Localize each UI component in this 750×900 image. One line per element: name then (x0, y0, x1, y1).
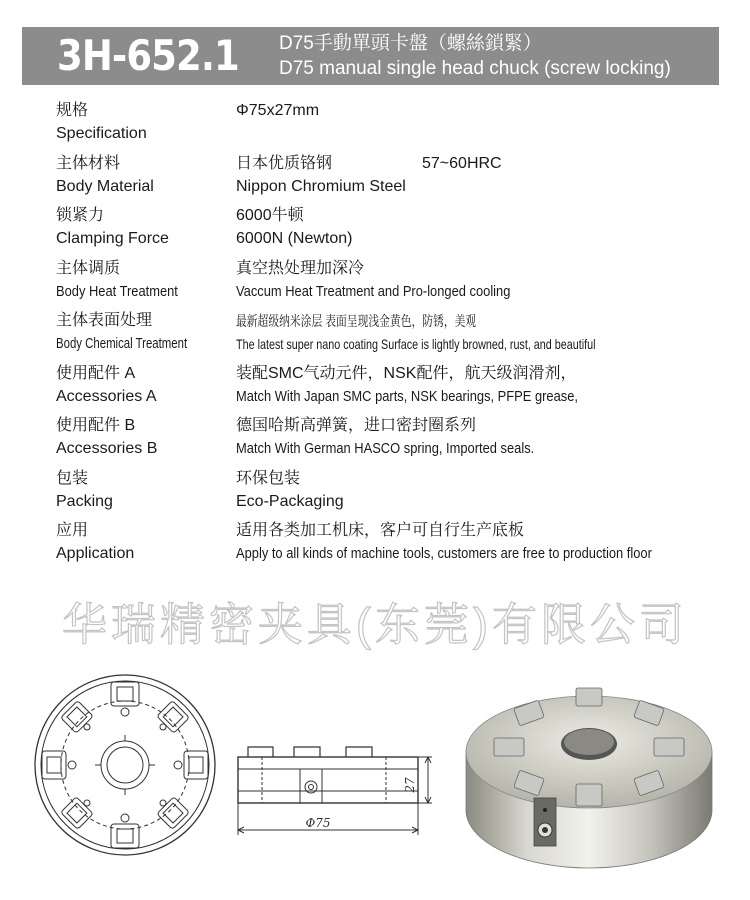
spec-label-en: Specification (56, 125, 147, 142)
spec-label-cn: 使用配件 B (56, 417, 136, 434)
spec-value-en: The latest super nano coating Surface is lightly browned, rust, and beautiful (236, 336, 596, 352)
spec-label-en: Body Chemical Treatment (56, 335, 188, 352)
spec-value-en: Apply to all kinds of machine tools, customers are free to production floor (236, 545, 652, 562)
spec-row-application (56, 520, 736, 573)
specification-table (56, 100, 736, 573)
spec-label-cn: 应用 (56, 522, 89, 539)
company-watermark: 华瑞精密夹具(东莞)有限公司 (62, 599, 688, 650)
spec-label-cn: 主体调质 (56, 259, 121, 277)
spec-label-en: Accessories B (56, 440, 158, 457)
spec-row-specification (56, 100, 736, 153)
spec-label-cn: 主体表面处理 (56, 312, 153, 329)
spec-value: Φ75x27mm (236, 102, 320, 119)
product-title-chinese: D75手動單頭卡盤（螺絲鎖緊） (279, 33, 542, 54)
spec-value-en: Vaccum Heat Treatment and Pro-longed cooling (236, 282, 511, 300)
spec-value-en: Match With Japan SMC parts, NSK bearings, PFPE grease, (236, 387, 578, 405)
model-number: 3H-652.1 (57, 31, 239, 80)
spec-value-en: 6000N (Newton) (236, 230, 353, 247)
spec-label-cn: 包装 (56, 469, 89, 487)
height-dimension-label: 27 (403, 777, 417, 793)
spec-value-cn: 最新超级纳米涂层 表面呈现浅金黄色，防锈，美观 (236, 313, 477, 329)
spec-label-cn: 锁紧力 (56, 207, 105, 224)
spec-row-clamping-force (56, 205, 736, 258)
spec-label-en: Body Heat Treatment (56, 282, 178, 300)
spec-value-cn: 日本优质铬钢 (236, 154, 333, 172)
spec-row-chemical-treatment (56, 310, 736, 363)
product-title-english: D75 manual single head chuck (screw locking) (279, 58, 671, 79)
spec-value-cn: 适用各类加工机床，客户可自行生产底板 (236, 522, 525, 539)
spec-row-packing (56, 468, 736, 521)
spec-label-en: Body Material (56, 177, 154, 195)
spec-label-en: Application (56, 545, 135, 562)
chuck-3d-render (458, 680, 720, 880)
spec-label-cn: 使用配件 A (56, 364, 136, 382)
spec-row-accessories-a (56, 363, 736, 416)
spec-row-heat-treatment (56, 258, 736, 311)
spec-value-cn: 6000牛顿 (236, 207, 304, 224)
spec-label-en: Packing (56, 492, 113, 510)
top-view-drawing (32, 672, 218, 858)
spec-value-en: Match With German HASCO spring, Imported seals. (236, 440, 535, 457)
diameter-dimension-label: Φ75 (305, 816, 331, 830)
spec-value-cn: 真空热处理加深冷 (236, 259, 365, 277)
spec-label-en: Accessories A (56, 387, 157, 405)
spec-value-cn: 德国哈斯高弹簧，进口密封圈系列 (236, 417, 477, 434)
spec-row-accessories-b (56, 415, 736, 468)
side-view-drawing (226, 735, 436, 845)
spec-value-en: Nippon Chromium Steel (236, 177, 406, 195)
spec-value-cn: 环保包装 (236, 469, 301, 487)
title-banner (22, 27, 719, 85)
spec-value-cn: 装配SMC气动元件，NSK配件，航天级润滑剂， (236, 364, 577, 382)
spec-label-en: Clamping Force (56, 230, 169, 247)
spec-row-body-material (56, 153, 736, 206)
spec-value-en: Eco-Packaging (236, 492, 344, 510)
spec-label-cn: 主体材料 (56, 154, 121, 172)
spec-label-cn: 规格 (56, 102, 89, 119)
spec-hardness: 57~60HRC (422, 154, 502, 172)
